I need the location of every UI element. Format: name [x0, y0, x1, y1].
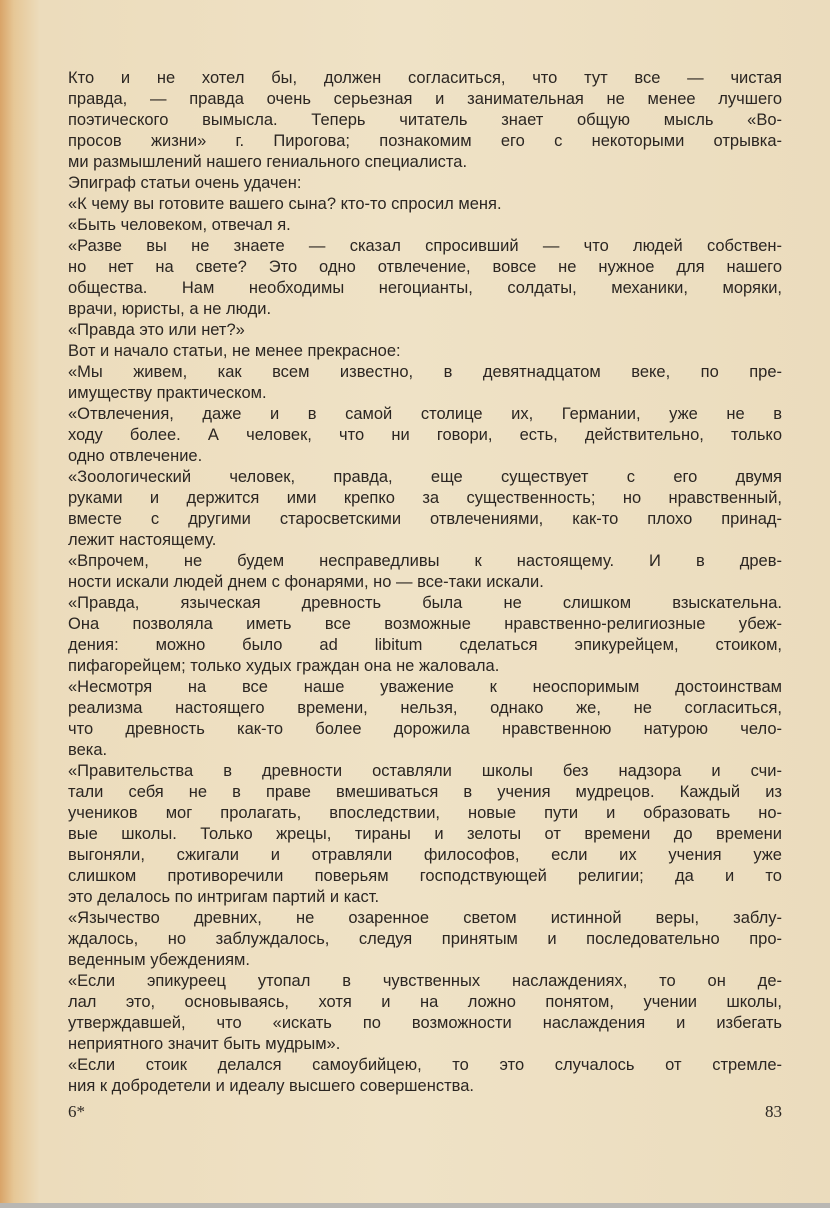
text-line: Кто и не хотел бы, должен согласиться, что тут все — чистая: [68, 69, 782, 87]
paragraph: [68, 236, 782, 320]
paragraph: [68, 908, 782, 971]
paragraph: [68, 173, 782, 194]
paragraph: [68, 320, 782, 341]
paragraph: [68, 677, 782, 761]
text-line: «Отвлечения, даже и в самой столице их, Германии, уже не в: [68, 405, 782, 423]
text-line: дения: можно было ad libitum сделаться эпикурейцем, стоиком,: [68, 636, 782, 654]
text-line: просов жизни» г. Пирогова; познакомим его с некоторыми отрывка-: [68, 132, 782, 150]
paragraph: [68, 761, 782, 908]
paragraph: [68, 467, 782, 551]
text-line: утверждавшей, что «искать по возможности наслаждения и избегать: [68, 1014, 782, 1032]
text-line: пифагорейцем; только худых граждан она не жаловала.: [68, 657, 500, 675]
paragraph: [68, 341, 782, 362]
text-line: руками и держится ими крепко за существенность; но нравственный,: [68, 489, 782, 507]
paragraph: [68, 68, 782, 173]
text-line: «Язычество древних, не озаренное светом истинной веры, заблу-: [68, 909, 782, 927]
text-line: «К чему вы готовите вашего сына? кто-то спросил меня.: [68, 195, 502, 213]
text-line: «Зоологический человек, правда, еще существует с его двумя: [68, 468, 782, 486]
text-line: «Правда это или нет?»: [68, 321, 245, 339]
text-line: «Правительства в древности оставляли школы без надзора и счи-: [68, 762, 782, 780]
text-line: что древность как-то более дорожила нравственною натурою чело-: [68, 720, 782, 738]
text-line: «Правда, языческая древность была не слишком взыскательна.: [68, 594, 782, 612]
text-line: врачи, юристы, а не люди.: [68, 300, 272, 318]
text-line: одно отвлечение.: [68, 447, 203, 465]
paragraph: [68, 593, 782, 677]
text-line: «Быть человеком, отвечал я.: [68, 216, 291, 234]
signature-mark: 6*: [68, 1102, 85, 1121]
text-line: «Впрочем, не будем несправедливы к настоящему. И в древ-: [68, 552, 782, 570]
paragraph: [68, 215, 782, 236]
page-number: 83: [765, 1102, 782, 1121]
text-line: слишком противоречили поверьям господствующей религии; да и то: [68, 867, 782, 885]
text-line: Вот и начало статьи, не менее прекрасное:: [68, 342, 401, 360]
text-line: «Если стоик делался самоубийцею, то это случалось от стремле-: [68, 1056, 782, 1074]
page-footer: [68, 1101, 782, 1123]
text-line: «Мы живем, как всем известно, в девятнадцатом веке, по пре-: [68, 363, 782, 381]
text-line: «Если эпикуреец утопал в чувственных наслаждениях, то он де-: [68, 972, 782, 990]
text-line: ждалось, но заблуждалось, следуя принятым и последовательно про-: [68, 930, 782, 948]
text-line: века.: [68, 741, 108, 759]
page-content: [68, 68, 782, 1123]
text-line: учеников мог пролагать, впоследствии, новые пути и образовать но-: [68, 804, 782, 822]
text-line: но нет на свете? Это одно отвлечение, вовсе не нужное для нашего: [68, 258, 782, 276]
paragraph: [68, 551, 782, 593]
paragraph: [68, 971, 782, 1055]
text-line: неприятного значит быть мудрым».: [68, 1035, 341, 1053]
text-line: правда, — правда очень серьезная и занимательная не менее лучшего: [68, 90, 782, 108]
body-text: [68, 68, 782, 1097]
text-line: ния к добродетели и идеалу высшего совершенства.: [68, 1077, 474, 1095]
text-line: тали себя не в праве вмешиваться в учения мудрецов. Каждый из: [68, 783, 782, 801]
text-line: Она позволяла иметь все возможные нравственно-религиозные убеж-: [68, 615, 782, 633]
text-line: «Несмотря на все наше уважение к неоспоримым достоинствам: [68, 678, 782, 696]
text-line: лал это, основываясь, хотя и на ложно понятом, учении школы,: [68, 993, 782, 1011]
text-line: общества. Нам необходимы негоцианты, солдаты, механики, моряки,: [68, 279, 782, 297]
paragraph: [68, 194, 782, 215]
text-line: ности искали людей днем с фонарями, но — все-таки искали.: [68, 573, 544, 591]
text-line: веденным убеждениям.: [68, 951, 250, 969]
paragraph: [68, 1055, 782, 1097]
text-line: ми размышлений нашего гениального специалиста.: [68, 153, 468, 171]
text-line: «Разве вы не знаете — сказал спросивший — что людей собствен-: [68, 237, 782, 255]
paragraph: [68, 404, 782, 467]
text-line: это делалось по интригам партий и каст.: [68, 888, 380, 906]
text-line: вместе с другими старосветскими отвлечениями, как-то плохо принад-: [68, 510, 782, 528]
text-line: поэтического вымысла. Теперь читатель знает общую мысль «Во-: [68, 111, 782, 129]
text-line: вые школы. Только жрецы, тираны и зелоты от времени до времени: [68, 825, 782, 843]
paragraph: [68, 362, 782, 404]
text-line: Эпиграф статьи очень удачен:: [68, 174, 302, 192]
text-line: выгоняли, сжигали и отравляли философов, если их учения уже: [68, 846, 782, 864]
text-line: реализма настоящего времени, нельзя, однако же, не согласиться,: [68, 699, 782, 717]
text-line: имуществу практическом.: [68, 384, 267, 402]
text-line: ходу более. А человек, что ни говори, есть, действительно, только: [68, 426, 782, 444]
text-line: лежит настоящему.: [68, 531, 217, 549]
